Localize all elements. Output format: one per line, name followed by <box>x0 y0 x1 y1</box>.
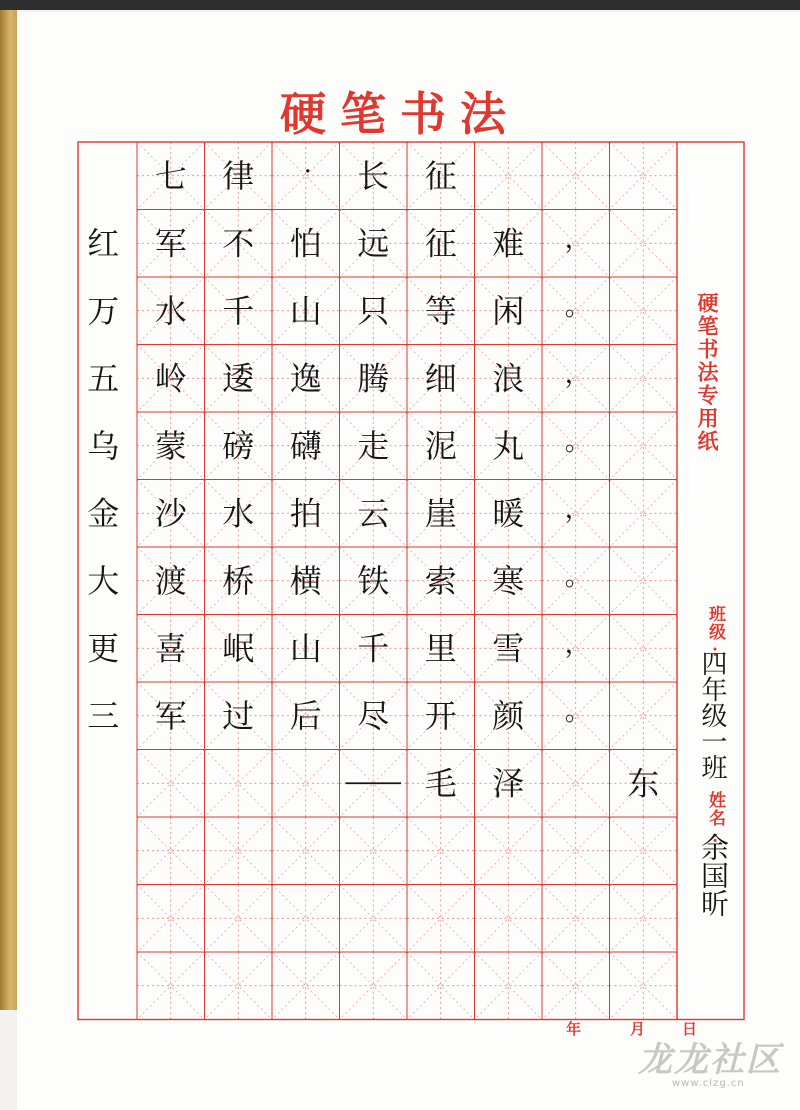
watermark-logo: 龙龙社区 <box>638 1040 782 1080</box>
handwritten-char: 水 <box>222 494 255 533</box>
handwritten-char: 雪 <box>492 629 525 668</box>
handwritten-char: 只 <box>357 291 390 330</box>
handwritten-char: 难 <box>492 224 525 263</box>
handwritten-char: 大 <box>87 561 120 600</box>
handwritten-char: 七 <box>154 156 187 195</box>
handwritten-char: 闲 <box>492 291 525 330</box>
handwritten-char: 泽 <box>492 764 525 803</box>
handwritten-char: 丸 <box>492 426 525 465</box>
handwritten-char: 逶 <box>222 359 255 398</box>
handwritten-char: ， <box>564 359 591 390</box>
handwritten-char: 里 <box>424 629 457 668</box>
handwritten-char: 寒 <box>492 561 525 600</box>
handwritten-char: 远 <box>357 224 390 263</box>
handwritten-char: 泥 <box>424 426 457 465</box>
handwritten-char: 云 <box>357 494 390 533</box>
handwritten-char: 。 <box>564 291 591 322</box>
handwritten-char: 后 <box>289 696 322 735</box>
handwritten-char: 征 <box>424 156 457 195</box>
handwritten-char: 千 <box>357 629 390 668</box>
handwritten-char: 暖 <box>492 494 525 533</box>
handwritten-char: 毛 <box>424 764 457 803</box>
name-value: 余国昕 <box>697 833 730 917</box>
handwritten-char: 腾 <box>357 359 390 398</box>
handwritten-char: 山 <box>289 629 322 668</box>
handwritten-char: 拍 <box>289 494 322 533</box>
handwritten-char: 乌 <box>87 426 120 465</box>
name-label: 姓名: <box>705 791 725 848</box>
handwritten-char: 军 <box>154 696 187 735</box>
handwritten-char: 。 <box>564 696 591 727</box>
handwritten-char: 浪 <box>492 359 525 398</box>
handwritten-char: 颜 <box>492 696 525 735</box>
handwritten-char: 金 <box>87 494 120 533</box>
handwritten-char: 山 <box>289 291 322 330</box>
handwritten-char: 水 <box>154 291 187 330</box>
handwritten-char: 征 <box>424 224 457 263</box>
date-year: 年 <box>566 1020 582 1038</box>
handwritten-char: 更 <box>87 629 120 668</box>
handwritten-char: 礴 <box>289 426 322 465</box>
handwritten-char: 长 <box>357 156 390 195</box>
class-value: 四年级一班 <box>697 650 727 780</box>
handwritten-char: 细 <box>424 359 457 398</box>
handwritten-char: 怕 <box>289 224 322 263</box>
handwritten-char: ， <box>564 494 591 525</box>
handwritten-char: 渡 <box>154 561 187 600</box>
handwritten-char: 开 <box>424 696 457 735</box>
handwritten-char: 走 <box>357 426 390 465</box>
handwritten-char: 横 <box>289 561 322 600</box>
handwritten-char: 不 <box>222 224 255 263</box>
side-title: 硬笔书法专用纸 <box>695 292 720 453</box>
handwritten-char: 五 <box>87 359 120 398</box>
handwritten-char: 律 <box>222 156 255 195</box>
handwritten-char: 过 <box>222 696 255 735</box>
handwritten-char: ， <box>564 224 591 255</box>
date-month: 月 <box>630 1020 646 1038</box>
handwritten-char: 。 <box>564 426 591 457</box>
handwritten-char: 沙 <box>154 494 187 533</box>
handwritten-char: ， <box>564 629 591 660</box>
handwritten-char: 索 <box>424 561 457 600</box>
page-title: 硬笔书法 <box>280 87 520 141</box>
handwritten-char: 铁 <box>357 561 390 600</box>
handwritten-char: 军 <box>154 224 187 263</box>
handwritten-char: · <box>303 156 312 187</box>
date-day: 日 <box>682 1020 698 1038</box>
handwritten-char: 三 <box>87 696 120 735</box>
watermark-url: www.clzg.cn <box>672 1078 745 1089</box>
handwritten-char: 崖 <box>424 494 457 533</box>
handwritten-char: 逸 <box>289 359 322 398</box>
handwritten-char: 岭 <box>154 359 187 398</box>
handwritten-char: 万 <box>87 291 120 330</box>
handwritten-char: 岷 <box>222 629 255 668</box>
handwritten-char: 千 <box>222 291 255 330</box>
handwritten-char: 。 <box>564 561 591 592</box>
handwritten-char: 等 <box>424 291 457 330</box>
handwritten-char: 蒙 <box>154 426 187 465</box>
handwritten-char: 尽 <box>357 696 390 735</box>
handwritten-char: 喜 <box>154 629 187 668</box>
class-label: 班级: <box>705 605 725 662</box>
handwritten-char: 桥 <box>222 561 255 600</box>
handwritten-char: 磅 <box>222 426 255 465</box>
handwritten-char: 红 <box>87 224 120 263</box>
handwritten-char: 东 <box>627 764 660 803</box>
